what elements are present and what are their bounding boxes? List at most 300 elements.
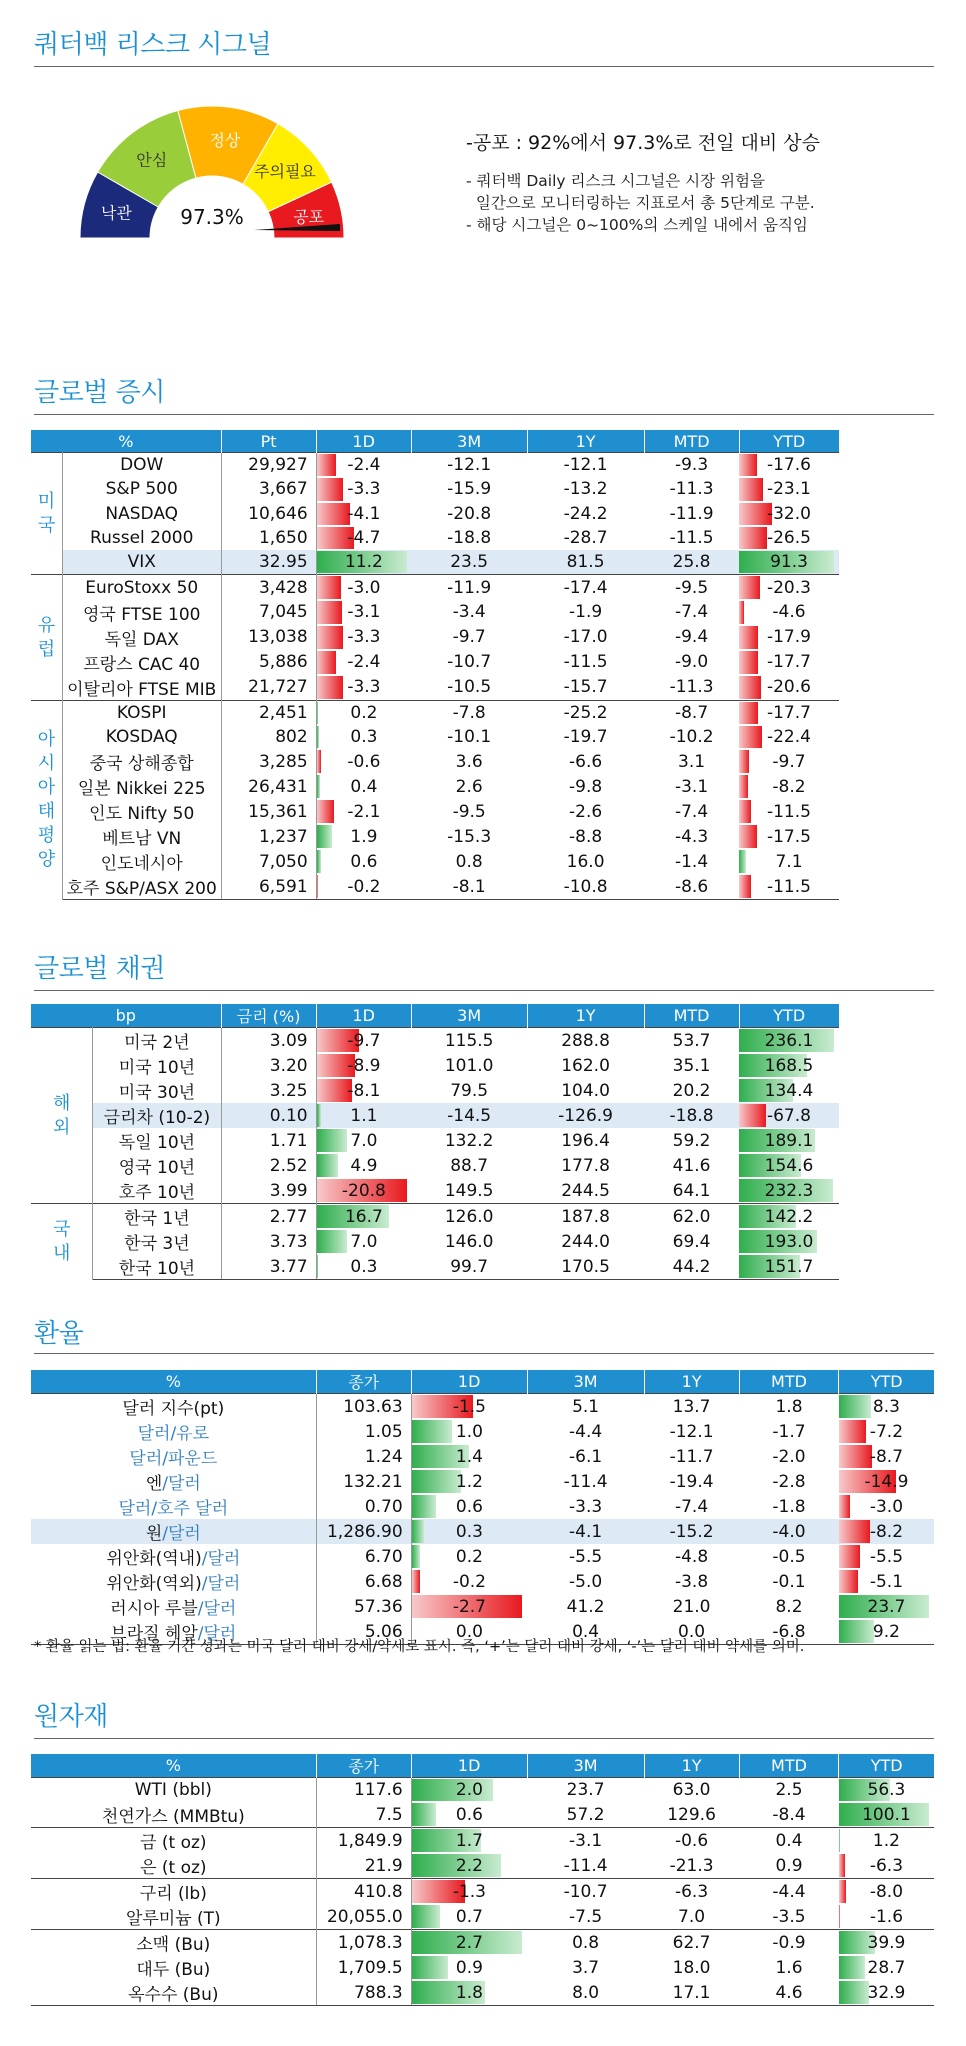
bar-cell [739, 502, 839, 526]
cell-value: 3.20 [221, 1053, 316, 1078]
row-label: KOSPI [62, 700, 221, 725]
bar-cell [739, 725, 839, 749]
column-header: MTD [739, 1754, 839, 1778]
cell-value: -11.4 [563, 1855, 608, 1876]
bar-cell [316, 675, 411, 701]
cell-value: 5.06 [316, 1619, 411, 1645]
cell-value: -8.9 [347, 1055, 381, 1076]
cell-value: 0.3 [455, 1521, 483, 1542]
positive-bar [317, 825, 332, 848]
table-row [31, 1419, 934, 1444]
currency-name: 달러 지수(pt) [122, 1399, 225, 1419]
negative-bar [739, 651, 757, 674]
cell-value: 1,650 [221, 526, 316, 550]
table-row [31, 600, 934, 625]
bar-cell [839, 1519, 934, 1544]
row-label: 옥수수 (Bu) [31, 1980, 316, 2006]
currency-quote: /달러 [201, 1574, 241, 1594]
currency-quote: /달러 [197, 1599, 237, 1619]
cell-value: 3,428 [221, 575, 316, 600]
cell-value: 126.0 [411, 1204, 527, 1230]
cell-value: -8.2 [772, 776, 806, 797]
cell-value: -11.3 [669, 677, 714, 698]
negative-bar [317, 576, 341, 598]
commodities-title: 원자재 [34, 1702, 108, 1732]
signal-title: 쿼터백 리스크 시그널 [34, 30, 272, 60]
cell-value: 88.7 [450, 1155, 489, 1176]
negative-bar [317, 800, 334, 823]
bar-cell [839, 1494, 934, 1519]
positive-bar [317, 702, 319, 724]
table-row [31, 453, 934, 478]
bar-cell [316, 502, 411, 526]
bar-cell [411, 1394, 527, 1420]
cell-value: 1.0 [455, 1421, 483, 1442]
bar-cell [839, 1419, 934, 1444]
cell-value: 11.2 [344, 552, 383, 573]
currency-quote: /달러 [197, 1624, 237, 1644]
table-row [31, 1904, 934, 1930]
bar-cell [316, 1053, 411, 1078]
cell-value: 0.10 [221, 1103, 316, 1128]
positive-bar [317, 726, 319, 748]
bar-cell [411, 1419, 527, 1444]
cell-value: -10.8 [527, 874, 644, 900]
bar-cell [739, 1153, 839, 1178]
bar-cell [739, 575, 839, 600]
positive-bar [839, 1956, 865, 1979]
negative-bar [739, 454, 757, 476]
cell-value: 0.8 [455, 851, 483, 872]
bar-cell [316, 1204, 411, 1230]
cell-value: -5.5 [869, 1546, 904, 1567]
cell-value: -8.7 [644, 700, 739, 725]
cell-value: -3.3 [347, 479, 381, 500]
cell-value: -6.6 [569, 751, 603, 772]
positive-bar [317, 775, 320, 798]
cell-value: 5,886 [221, 650, 316, 675]
cell-value: 3.25 [221, 1078, 316, 1103]
column-header: 1D [316, 430, 411, 453]
cell-value: 69.4 [672, 1231, 711, 1252]
cell-value: 15,361 [221, 799, 316, 824]
row-label: 금 (t oz) [31, 1828, 316, 1854]
cell-value: -10.7 [527, 1879, 644, 1905]
cell-value: 0.2 [350, 702, 378, 723]
cell-value: -7.4 [674, 1496, 709, 1517]
row-label: DOW [62, 453, 221, 478]
bar-cell [839, 1778, 934, 1803]
table-row [31, 1802, 934, 1828]
cell-value: 8.0 [527, 1980, 644, 2006]
cell-value: 189.1 [764, 1130, 814, 1151]
cell-value: -0.2 [347, 876, 381, 897]
column-header: 3M [411, 1004, 527, 1028]
cell-value: -20.6 [766, 677, 811, 698]
bar-cell [739, 453, 839, 478]
cell-value: -8.0 [869, 1881, 904, 1902]
bar-cell [839, 1980, 934, 2006]
bar-cell [411, 1828, 527, 1854]
negative-bar [839, 1545, 860, 1568]
cell-value: 788.3 [316, 1980, 411, 2006]
table-row [31, 1254, 934, 1280]
cell-value: -11.4 [563, 1471, 608, 1492]
cell-value: 10,646 [221, 502, 316, 526]
divider [34, 1738, 934, 1739]
cell-value: 32.9 [867, 1982, 906, 2003]
row-label: 미국 10년 [93, 1053, 221, 1078]
positive-bar [839, 1981, 869, 2004]
table-row [31, 675, 934, 701]
bar-cell [739, 874, 839, 900]
cell-value: -3.3 [569, 1496, 603, 1517]
bar-cell [739, 477, 839, 501]
cell-value: 104.0 [561, 1080, 610, 1101]
cell-value: 63.0 [644, 1778, 739, 1803]
negative-bar [739, 702, 757, 724]
cell-value: -15.3 [447, 826, 492, 847]
cell-value: 99.7 [411, 1254, 527, 1280]
cell-value: 7,045 [221, 600, 316, 625]
cell-value: -10.2 [669, 727, 714, 748]
column-header: YTD [739, 430, 839, 453]
bar-cell [739, 675, 839, 701]
table-row [31, 1544, 934, 1569]
cell-value: 16.7 [344, 1206, 383, 1227]
cell-value: 132.2 [444, 1130, 494, 1151]
cell-value: -2.6 [569, 801, 603, 822]
column-header: 1D [316, 1004, 411, 1028]
cell-value: 2.5 [739, 1778, 839, 1803]
cell-value: -19.4 [669, 1471, 714, 1492]
cell-value: -11.5 [669, 528, 714, 549]
cell-value: -1.8 [772, 1496, 806, 1517]
row-label: KOSDAQ [62, 725, 221, 749]
bar-cell [739, 700, 839, 725]
row-label [31, 1444, 316, 1469]
cell-value: 196.4 [561, 1130, 610, 1151]
cell-value: -6.8 [739, 1619, 839, 1645]
positive-bar [412, 1495, 436, 1518]
negative-bar [739, 825, 757, 848]
bar-cell [316, 477, 411, 501]
cell-value: 3,667 [221, 477, 316, 501]
bar-cell [739, 799, 839, 824]
bar-cell [411, 1569, 527, 1594]
row-label: 소맥 (Bu) [31, 1930, 316, 1956]
column-header: 종가 [316, 1754, 411, 1778]
cell-value: 0.4 [527, 1619, 644, 1645]
cell-value: 132.21 [316, 1469, 411, 1494]
bar-cell [316, 1028, 411, 1054]
cell-value: 177.8 [561, 1155, 610, 1176]
column-header: MTD [644, 430, 739, 453]
cell-value: -9.3 [644, 453, 739, 478]
currency-quote: /파운드 [162, 1449, 218, 1469]
cell-value: -23.1 [766, 479, 811, 500]
cell-value: -15.2 [644, 1519, 739, 1544]
cell-value: -0.2 [452, 1571, 486, 1592]
row-label: 중국 상해종합 [62, 749, 221, 774]
bar-cell [316, 600, 411, 625]
table-row [31, 824, 934, 849]
column-header: 1Y [527, 430, 644, 453]
cell-value: -14.9 [864, 1471, 909, 1492]
gauge-label: 정상 [209, 130, 241, 150]
negative-bar [739, 576, 760, 598]
row-label: EuroStoxx 50 [62, 575, 221, 600]
cell-value: 20,055.0 [316, 1904, 411, 1930]
currency-name: 브라질 헤알 [110, 1624, 198, 1644]
cell-value: 0.2 [455, 1546, 483, 1567]
cell-value: 0.0 [644, 1619, 739, 1645]
cell-value: 57.36 [316, 1594, 411, 1619]
cell-value: -7.2 [869, 1421, 904, 1442]
column-header: bp [31, 1004, 221, 1028]
cell-value: -8.1 [347, 1080, 381, 1101]
bar-cell [316, 1178, 411, 1204]
row-label: 이탈리아 FTSE MIB [62, 675, 221, 701]
cell-value: 1,237 [221, 824, 316, 849]
cell-value: 0.0 [455, 1621, 483, 1642]
row-label: 은 (t oz) [31, 1853, 316, 1879]
bar-cell [411, 1802, 527, 1828]
cell-value: 44.2 [644, 1254, 739, 1280]
bar-cell [839, 1930, 934, 1956]
bar-cell [411, 1853, 527, 1879]
table-row [31, 1204, 934, 1230]
gauge-label: 주의필요 [254, 162, 316, 182]
cell-value: -20.8 [341, 1180, 386, 1201]
bar-cell [411, 1519, 527, 1544]
bar-cell [739, 1078, 839, 1103]
cell-value: -3.1 [674, 776, 709, 797]
cell-value: 7.5 [316, 1802, 411, 1828]
cell-value: 2.77 [221, 1204, 316, 1230]
cell-value: 170.5 [527, 1254, 644, 1280]
table-row [31, 502, 934, 526]
cell-value: 232.3 [764, 1180, 814, 1201]
cell-value: -0.9 [739, 1930, 839, 1956]
cell-value: 6,591 [221, 874, 316, 900]
cell-value: -24.2 [563, 503, 608, 524]
region-label: 유 럽 [31, 575, 62, 700]
cell-value: 64.1 [672, 1180, 711, 1201]
gauge-label: 공포 [293, 207, 325, 227]
cell-value: -9.0 [674, 652, 709, 673]
cell-value: 2.7 [455, 1932, 483, 1953]
cell-value: -3.4 [452, 602, 486, 623]
cell-value: -67.8 [766, 1105, 811, 1126]
bar-cell [739, 1128, 839, 1153]
negative-bar [839, 1420, 867, 1443]
table-row [31, 1394, 934, 1420]
bar-cell [316, 799, 411, 824]
negative-bar [739, 726, 762, 748]
column-header: 1D [411, 1754, 527, 1778]
cell-value: -2.1 [347, 801, 381, 822]
bar-cell [316, 625, 411, 650]
currency-name: 위안화(역외) [106, 1574, 202, 1594]
row-label: 베트남 VN [62, 824, 221, 849]
column-header: YTD [839, 1370, 934, 1394]
bar-cell [316, 700, 411, 725]
bar-cell [411, 1930, 527, 1956]
cell-value: 41.2 [566, 1596, 605, 1617]
cell-value: 2.52 [221, 1153, 316, 1178]
positive-bar [412, 1545, 420, 1568]
cell-value: -12.1 [527, 453, 644, 478]
cell-value: -17.5 [766, 826, 811, 847]
table-row [31, 526, 934, 550]
column-header: YTD [839, 1754, 934, 1778]
cell-value: 4.6 [739, 1980, 839, 2006]
cell-value: 134.4 [764, 1080, 814, 1101]
negative-bar [739, 676, 760, 699]
bar-cell [739, 749, 839, 774]
cell-value: 244.0 [561, 1231, 610, 1252]
cell-value: 410.8 [316, 1879, 411, 1905]
cell-value: -2.4 [347, 455, 381, 476]
bar-cell [316, 1153, 411, 1178]
cell-value: 62.7 [644, 1930, 739, 1956]
row-label: 호주 S&P/ASX 200 [62, 874, 221, 900]
cell-value: 23.7 [867, 1596, 906, 1617]
cell-value: 1,286.90 [316, 1519, 411, 1544]
currency-name: 러시아 루블 [110, 1599, 198, 1619]
cell-value: 149.5 [444, 1180, 494, 1201]
cell-value: 13,038 [221, 625, 316, 650]
cell-value: 79.5 [450, 1080, 489, 1101]
table-row [31, 774, 934, 799]
cell-value: 18.0 [672, 1957, 711, 1978]
negative-bar [739, 750, 749, 773]
cell-value: -9.7 [772, 751, 806, 772]
cell-value: 21,727 [221, 675, 316, 701]
column-header: 3M [527, 1754, 644, 1778]
cell-value: -2.8 [772, 1471, 806, 1492]
cell-value: 0.8 [527, 1930, 644, 1956]
cell-value: -32.0 [766, 503, 811, 524]
row-label [31, 1419, 316, 1444]
table-row [31, 1028, 934, 1054]
bar-cell [316, 1103, 411, 1128]
cell-value: 23.5 [411, 550, 527, 575]
cell-value: 4.9 [350, 1155, 378, 1176]
cell-value: -18.8 [447, 528, 492, 549]
gauge-label: 안심 [136, 150, 168, 170]
cell-value: -18.8 [644, 1103, 739, 1128]
table-row [31, 1879, 934, 1905]
negative-bar [739, 601, 744, 624]
cell-value: 2.0 [455, 1780, 483, 1801]
negative-bar [317, 676, 344, 699]
cell-value: -7.5 [569, 1906, 603, 1927]
row-label [31, 1519, 316, 1544]
bar-cell [411, 1904, 527, 1930]
currency-quote: /달러 [162, 1524, 201, 1544]
bar-cell [411, 1469, 527, 1494]
currency-name: 엔 [145, 1474, 163, 1494]
cell-value: -6.3 [869, 1855, 904, 1876]
cell-value: -10.7 [447, 652, 492, 673]
cell-value: -8.8 [569, 826, 603, 847]
bar-cell [739, 1103, 839, 1128]
cell-value: 146.0 [444, 1231, 494, 1252]
cell-value: 1.6 [775, 1957, 803, 1978]
bar-cell [739, 849, 839, 874]
column-header: 금리 (%) [221, 1004, 316, 1028]
cell-value: -11.3 [669, 479, 714, 500]
bar-cell [839, 1394, 934, 1420]
cell-value: 1.05 [316, 1419, 411, 1444]
cell-value: -10.1 [447, 727, 492, 748]
cell-value: 1.8 [455, 1982, 483, 2003]
negative-bar [739, 775, 748, 798]
negative-bar [317, 478, 344, 500]
cell-value: 26,431 [221, 774, 316, 799]
negative-bar [317, 875, 319, 898]
column-header: 3M [411, 430, 527, 453]
table-row [31, 725, 934, 749]
cell-value: -11.5 [766, 801, 811, 822]
table-row [31, 625, 934, 650]
table-row [31, 799, 934, 824]
cell-value: 129.6 [667, 1804, 716, 1825]
equity-title: 글로벌 증시 [34, 378, 165, 408]
cell-value: -3.1 [347, 602, 381, 623]
table-row [31, 477, 934, 501]
bar-cell [316, 1229, 411, 1254]
negative-bar [317, 651, 336, 674]
bar-cell [839, 1619, 934, 1645]
cell-value: 1.71 [221, 1128, 316, 1153]
cell-value: 0.3 [350, 1256, 378, 1277]
cell-value: 802 [221, 725, 316, 749]
cell-value: -20.8 [447, 503, 492, 524]
divider [34, 414, 934, 415]
bar-cell [739, 774, 839, 799]
row-label: 독일 DAX [62, 625, 221, 650]
bar-cell [839, 1802, 934, 1828]
cell-value: 0.6 [455, 1804, 483, 1825]
bar-cell [316, 749, 411, 774]
cell-value: -126.9 [527, 1103, 644, 1128]
table-row [31, 1444, 934, 1469]
cell-value: 0.4 [350, 776, 378, 797]
bonds-table [31, 1004, 934, 1280]
bar-cell [739, 1053, 839, 1078]
cell-value: -3.3 [347, 627, 381, 648]
table-row [31, 1778, 934, 1803]
cell-value: 187.8 [527, 1204, 644, 1230]
column-header: % [31, 430, 221, 453]
cell-value: 8.2 [775, 1596, 803, 1617]
table-row [31, 650, 934, 675]
table-row [31, 1229, 934, 1254]
row-label [31, 1594, 316, 1619]
row-label: 인도네시아 [62, 849, 221, 874]
cell-value: 3.1 [678, 751, 706, 772]
bar-cell [316, 1254, 411, 1280]
cell-value: -6.3 [644, 1879, 739, 1905]
bar-cell [316, 1078, 411, 1103]
signal-notes [466, 170, 815, 236]
negative-bar [839, 1854, 845, 1877]
cell-value: -17.0 [563, 627, 608, 648]
bar-cell [411, 1955, 527, 1980]
